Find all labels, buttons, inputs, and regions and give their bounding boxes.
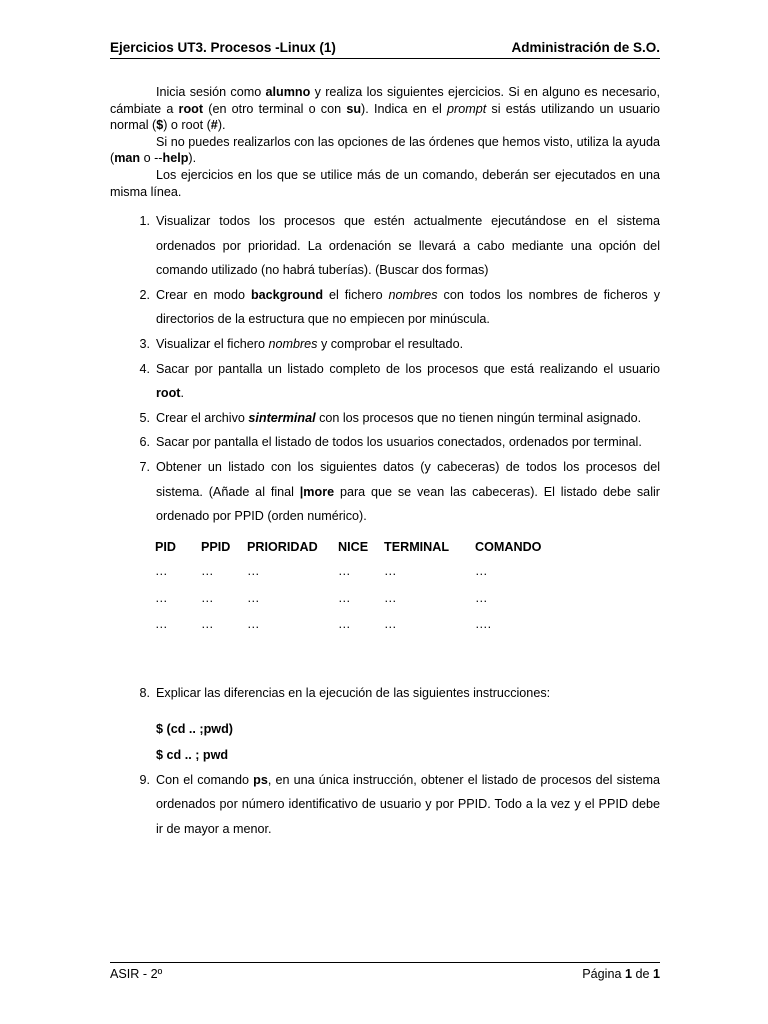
column-header: PRIORIDAD [247, 540, 318, 554]
exercise-item [110, 681, 660, 768]
exercise-text: Explicar las diferencias en la ejecución de las siguientes instrucciones: [156, 686, 551, 700]
table-cell: … [384, 564, 397, 579]
table-cell: … [201, 590, 214, 605]
table-cell: … [201, 564, 214, 579]
exercise-item [110, 406, 660, 431]
course-label: ASIR - 2º [110, 967, 163, 981]
exercise-item [110, 357, 660, 406]
exercise-item [110, 455, 660, 529]
exercise-number: 7. [139, 459, 150, 474]
intro-paragraph-1: Inicia sesión como alumno y realiza los siguientes ejercicios. Si en alguno es necesario, cámbiate a root (en otro terminal o con su). Indica en el prompt si estás utilizando un usuario normal ($) o root (#). [110, 85, 660, 133]
page-of: de [631, 967, 653, 981]
exercise-number: 2. [139, 287, 150, 302]
total-pages: 1 [652, 967, 660, 981]
ps-columns-table [155, 536, 575, 638]
table-cell: … [338, 590, 351, 605]
table-cell: … [338, 617, 351, 632]
exercise-text: Obtener un listado con los siguientes datos (y cabeceras) de todos los procesos del sistema. (Añade al final |more para que se vean las cabeceras). El listado debe salir ordenado por PPID (orden numérico). [156, 459, 660, 524]
table-cell: … [475, 590, 488, 605]
table-cell: …. [475, 617, 492, 632]
exercise-item [110, 283, 660, 332]
exercise-item [110, 332, 660, 357]
table-row [155, 585, 575, 612]
exercise-item [110, 430, 660, 455]
column-header: NICE [338, 540, 369, 554]
exercise-number: 1. [139, 214, 150, 228]
document-title: Ejercicios UT3. Procesos -Linux (1) [110, 40, 336, 55]
exercise-text: Sacar por pantalla un listado completo de los procesos que está realizando el usuario root. [156, 361, 660, 401]
table-cell: … [247, 564, 260, 579]
table-row [155, 558, 575, 585]
exercise-text: Crear el archivo sinterminal con los procesos que no tienen ningún terminal asignado. [156, 410, 642, 425]
subject-title: Administración de S.O. [511, 40, 660, 55]
intro-paragraph-2: Si no puedes realizarlos con las opciones de las órdenes que hemos visto, utiliza la ayuda (man o --help). [110, 134, 660, 166]
column-header: TERMINAL [384, 540, 450, 554]
table-row [155, 611, 575, 638]
exercise-text: Sacar por pantalla el listado de todos los usuarios conectados, ordenados por terminal. [156, 435, 642, 450]
table-cell: … [384, 617, 397, 632]
page-prefix: Página [582, 967, 625, 981]
table-cell: … [155, 590, 168, 605]
exercise-number: 5. [139, 410, 150, 425]
table-cell: … [155, 564, 168, 579]
exercise-item [110, 209, 660, 283]
column-header: COMANDO [475, 540, 542, 554]
exercise-number: 3. [139, 336, 150, 351]
table-header-row [155, 536, 575, 558]
command-example: $ cd .. ; pwd [156, 747, 229, 762]
exercise-number: 6. [139, 435, 150, 450]
exercise-text: Visualizar todos los procesos que estén actualmente ejecutándose en el sistema ordenados por prioridad. La ordenación se llevará a cabo mediante una opción del comando utilizado (no habrá tuberías). (Buscar dos formas) [156, 214, 660, 278]
page-footer [110, 962, 660, 981]
page-header [110, 40, 660, 59]
table-cell: … [338, 564, 351, 579]
table-cell: … [475, 564, 488, 579]
column-header: PID [155, 540, 176, 554]
intro-paragraph-3: Los ejercicios en los que se utilice más de un comando, deberán ser ejecutados en una misma línea. [110, 167, 660, 199]
page-number [582, 967, 660, 981]
exercise-number: 9. [139, 772, 150, 787]
exercise-list [110, 209, 660, 529]
exercise-text: Crear en modo background el fichero nombres con todos los nombres de ficheros y directorios de la estructura que no empiecen por minúscula. [156, 287, 660, 327]
table-cell: … [247, 617, 260, 632]
column-header: PPID [201, 540, 231, 554]
exercise-text: Con el comando ps, en una única instrucción, obtener el listado de procesos del sistema ordenados por número identificativo de usuario y por PPID. Todo a la vez y el PPID debe ir de mayor a menor. [156, 772, 660, 836]
exercise-text: Visualizar el fichero nombres y comprobar el resultado. [156, 336, 464, 351]
table-cell: … [155, 617, 168, 632]
table-cell: … [201, 617, 214, 632]
intro-text [110, 84, 660, 200]
table-cell: … [247, 590, 260, 605]
table-cell: … [384, 590, 397, 605]
exercise-number: 4. [139, 361, 150, 376]
exercise-list-continued [110, 681, 660, 841]
exercise-number: 8. [139, 686, 150, 700]
current-page: 1 [624, 967, 632, 981]
exercise-item [110, 768, 660, 842]
command-example: $ (cd .. ;pwd) [156, 721, 233, 736]
